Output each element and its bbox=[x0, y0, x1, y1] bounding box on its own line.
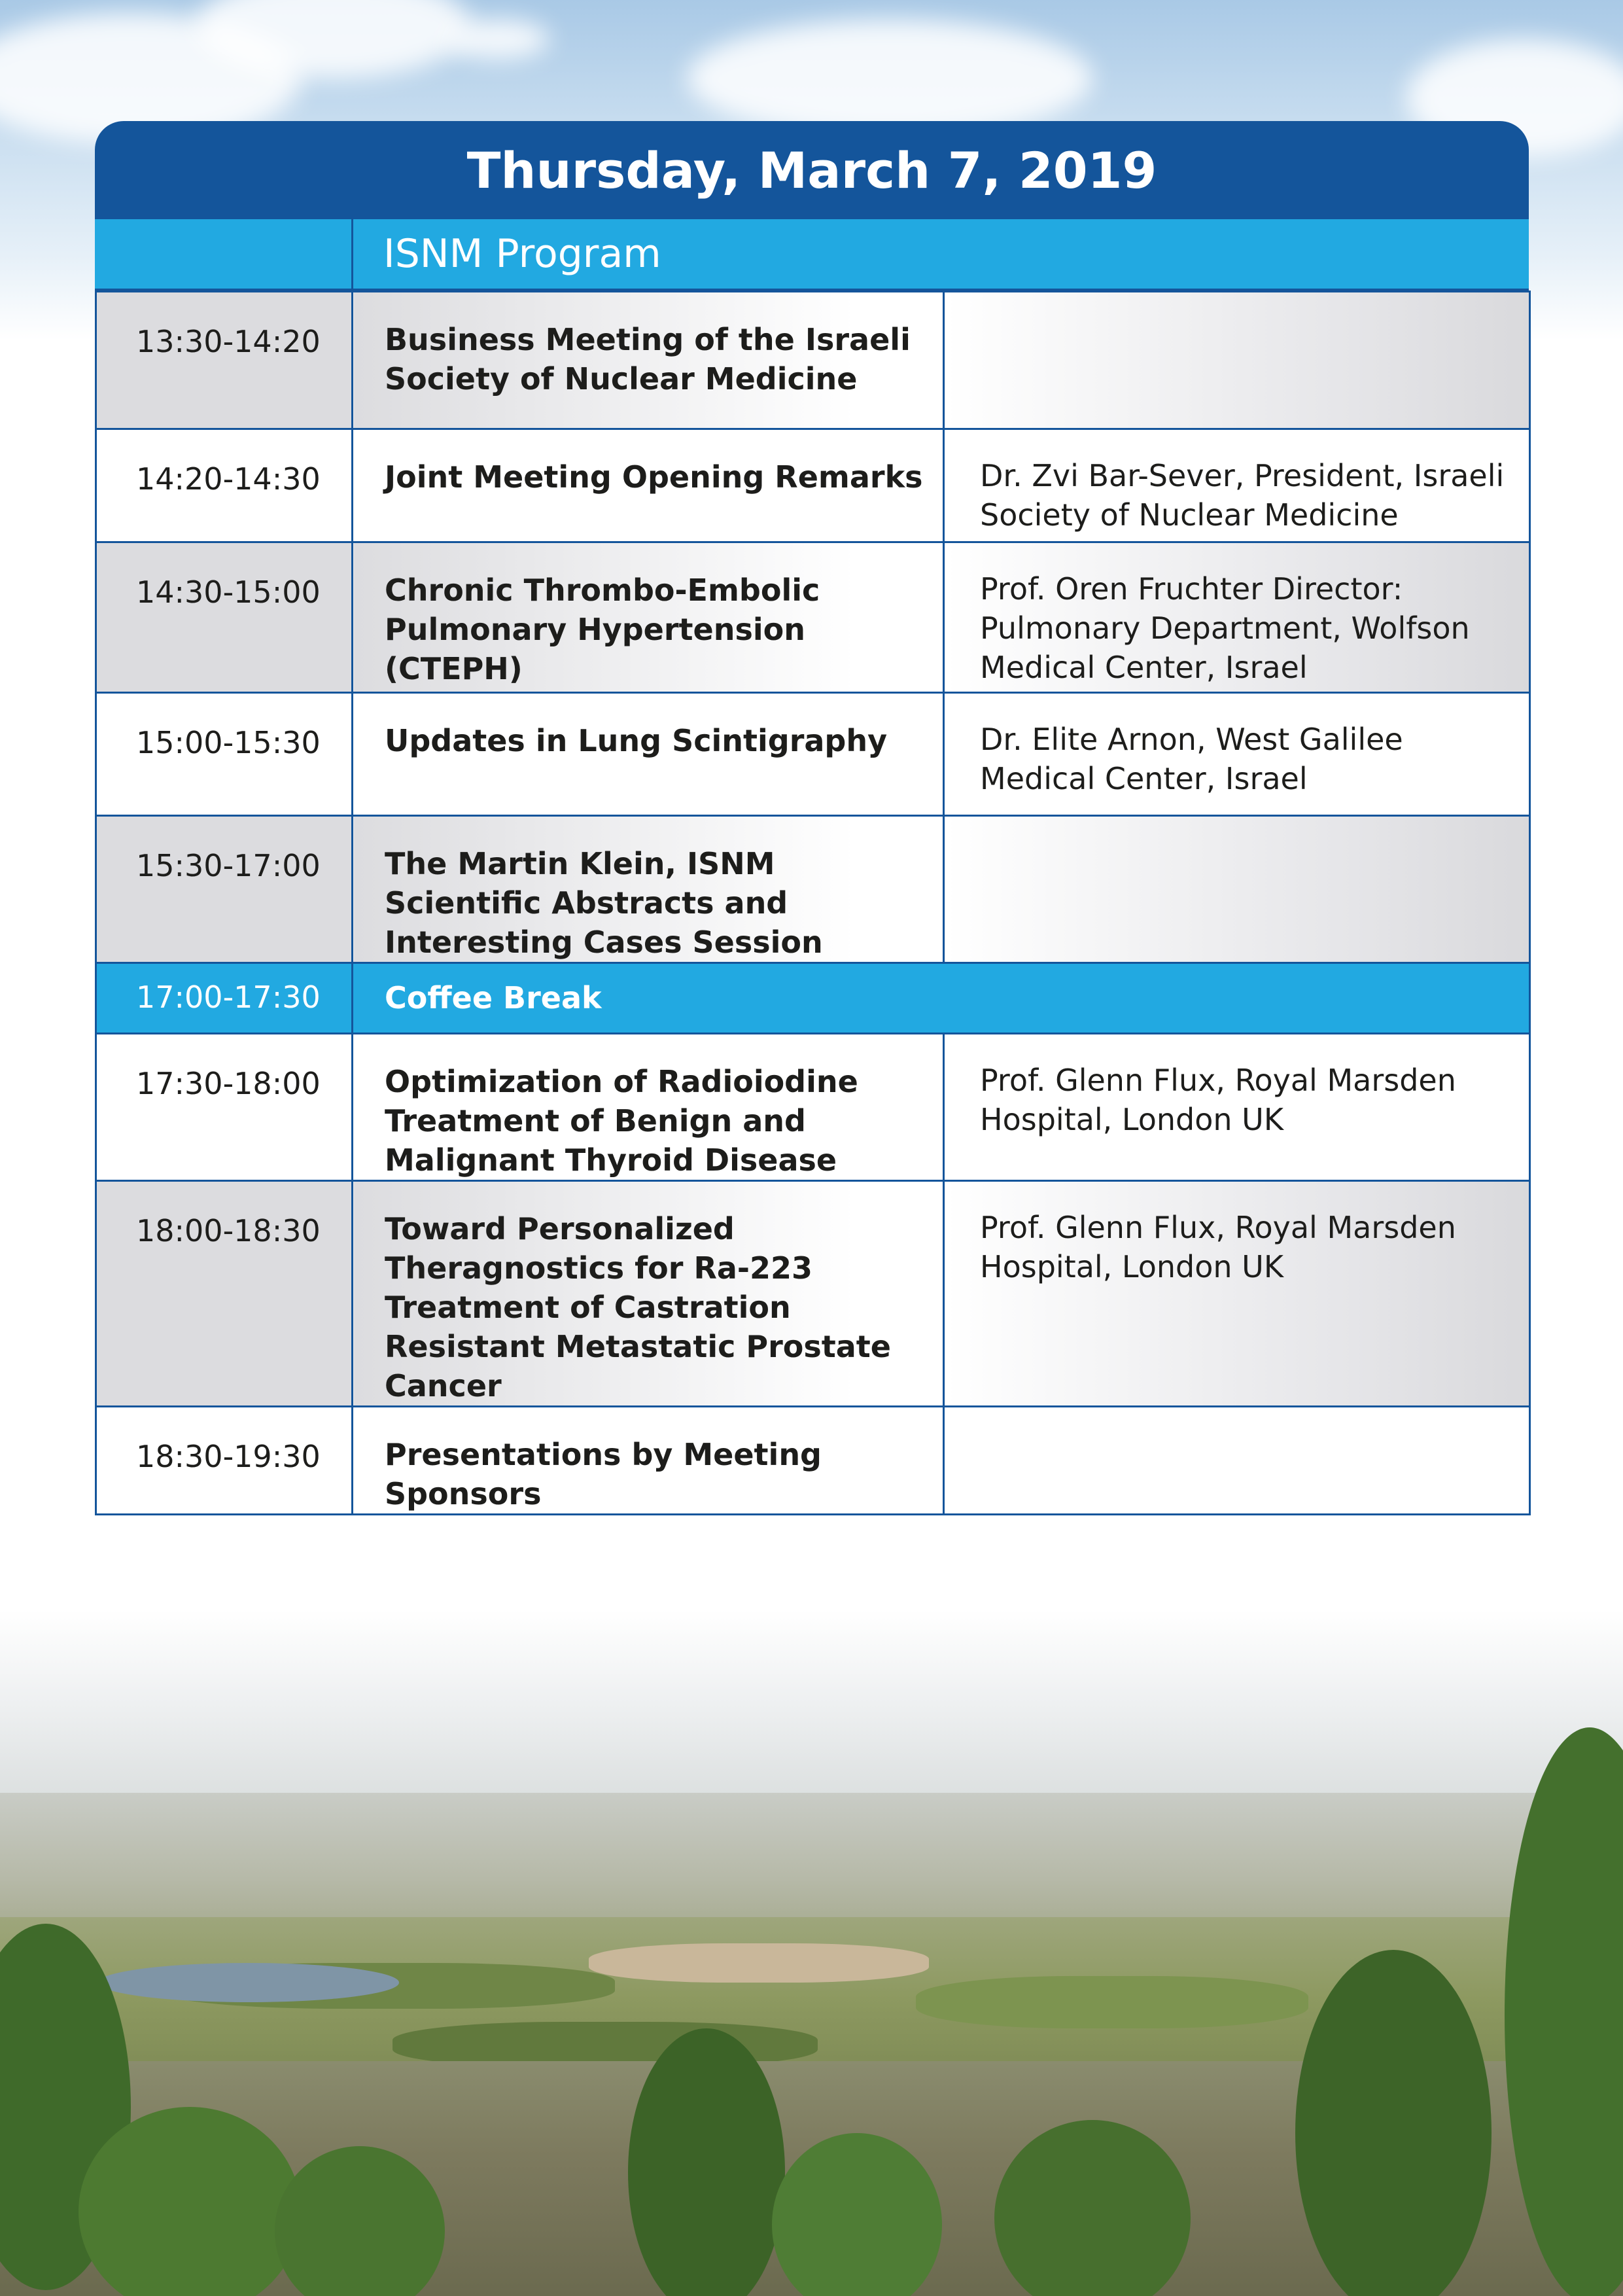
session-row bbox=[96, 542, 1530, 693]
session-time: 18:00-18:30 bbox=[96, 1181, 353, 1407]
coffee-break-row bbox=[96, 963, 1530, 1034]
session-time: 17:00-17:30 bbox=[96, 963, 353, 1034]
session-topic: Optimization of Radioiodine Treatment of Benign and Malignant Thyroid Disease bbox=[353, 1034, 944, 1181]
session-speaker: Dr. Zvi Bar-Sever, President, Israeli Society of Nuclear Medicine bbox=[944, 429, 1530, 542]
session-time: 14:30-15:00 bbox=[96, 542, 353, 693]
cloud bbox=[687, 20, 1092, 137]
session-speaker: Prof. Oren Fruchter Director: Pulmonary Department, Wolfson Medical Center, Israel bbox=[944, 542, 1530, 693]
session-list bbox=[95, 291, 1531, 1515]
session-row bbox=[96, 1034, 1530, 1181]
session-topic: Coffee Break bbox=[353, 963, 1530, 1034]
cloud bbox=[445, 20, 550, 59]
session-time: 15:00-15:30 bbox=[96, 693, 353, 816]
session-topic: Presentations by Meeting Sponsors bbox=[353, 1407, 944, 1515]
program-header bbox=[95, 219, 1529, 291]
schedule-table bbox=[95, 121, 1529, 1515]
session-row bbox=[96, 429, 1530, 542]
session-speaker: Prof. Glenn Flux, Royal Marsden Hospital, London UK bbox=[944, 1034, 1530, 1181]
session-topic: Joint Meeting Opening Remarks bbox=[353, 429, 944, 542]
session-row bbox=[96, 292, 1530, 429]
session-topic: Updates in Lung Scintigraphy bbox=[353, 693, 944, 816]
session-speaker bbox=[944, 292, 1530, 429]
session-row bbox=[96, 1181, 1530, 1407]
session-time: 14:20-14:30 bbox=[96, 429, 353, 542]
session-speaker: Prof. Glenn Flux, Royal Marsden Hospital, London UK bbox=[944, 1181, 1530, 1407]
program-title: ISNM Program bbox=[383, 231, 661, 277]
session-topic: Toward Personalized Theragnostics for Ra-223 Treatment of Castration Resistant Metastatic Prostate Cancer bbox=[353, 1181, 944, 1407]
session-topic: Chronic Thrombo-Embolic Pulmonary Hypertension (CTEPH) bbox=[353, 542, 944, 693]
session-topic: The Martin Klein, ISNM Scientific Abstracts and Interesting Cases Session bbox=[353, 816, 944, 963]
day-title: Thursday, March 7, 2019 bbox=[466, 141, 1157, 200]
session-speaker bbox=[944, 816, 1530, 963]
day-header bbox=[95, 121, 1529, 219]
session-time: 18:30-19:30 bbox=[96, 1407, 353, 1515]
session-topic: Business Meeting of the Israeli Society of Nuclear Medicine bbox=[353, 292, 944, 429]
session-row bbox=[96, 1407, 1530, 1515]
program-header-spacer bbox=[95, 219, 353, 289]
session-time: 15:30-17:00 bbox=[96, 816, 353, 963]
session-speaker: Dr. Elite Arnon, West Galilee Medical Center, Israel bbox=[944, 693, 1530, 816]
session-speaker bbox=[944, 1407, 1530, 1515]
landscape-photo bbox=[0, 1610, 1623, 2296]
session-time: 17:30-18:00 bbox=[96, 1034, 353, 1181]
session-row bbox=[96, 816, 1530, 963]
session-time: 13:30-14:20 bbox=[96, 292, 353, 429]
session-row bbox=[96, 693, 1530, 816]
